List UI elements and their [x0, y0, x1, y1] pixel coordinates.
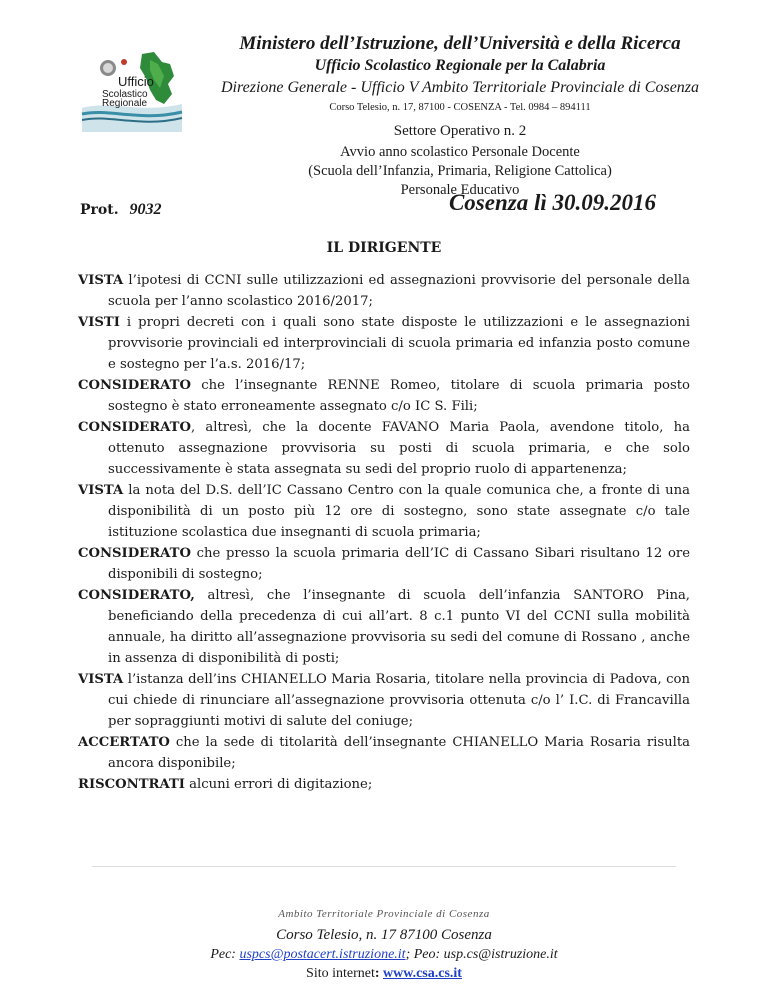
paragraph-keyword: RISCONTRATI [78, 777, 185, 792]
paragraph-text: che l’insegnante RENNE Romeo, titolare di scuola primaria posto sostegno è stato erroneamente assegnato c/o IC S. Fili; [108, 378, 690, 414]
header-subject-1: Avvio anno scolastico Personale Docente [340, 144, 580, 160]
paragraph [78, 543, 690, 585]
document-title: IL DIRIGENTE [326, 240, 442, 256]
paragraph-text: l’istanza dell’ins CHIANELLO Maria Rosaria, titolare nella provincia di Padova, con cui chiede di rinunciare all’assegnazione provvisoria ottenuta c/o l’ I.C. di Francavilla per sopraggiunti motivi di salute del coniuge; [108, 672, 690, 729]
paragraph-keyword: CONSIDERATO, [78, 588, 195, 603]
footer-site-label: Sito internet [306, 966, 375, 981]
footer-website [0, 966, 768, 982]
header-direction: Direzione Generale - Ufficio V Ambito Territoriale Provinciale di Cosenza [220, 79, 700, 96]
logo-text-ufficio: Ufficio [118, 74, 154, 89]
paragraph [78, 375, 690, 417]
paragraph-text: altresì, che l’insegnante di scuola dell’infanzia SANTORO Pina, beneficiando della precedenza di cui all’art. 8 c.1 punto VI del CCNI sulla mobilità annuale, ha diritto all’assegnazione provvisoria su sedi del comune di Rossano , anche in assenza di disponibilità di posti; [108, 588, 690, 666]
paragraph [78, 585, 690, 669]
paragraph [78, 732, 690, 774]
paragraph-text: l’ipotesi di CCNI sulle utilizzazioni ed assegnazioni provvisorie del personale della scuola per l’anno scolastico 2016/2017; [108, 273, 690, 309]
footer-divider [92, 866, 676, 867]
paragraph-keyword: CONSIDERATO [78, 546, 191, 561]
header-address: Corso Telesio, n. 17, 87100 - COSENZA - Tel. 0984 – 894111 [329, 102, 591, 113]
footer-ambito: Ambito Territoriale Provinciale di Cosenza [278, 908, 490, 920]
footer-site-separator: : [374, 966, 384, 981]
header-ministry: Ministero dell’Istruzione, dell’Università e della Ricerca [239, 33, 681, 54]
paragraph [78, 774, 690, 795]
paragraph-text: che presso la scuola primaria dell’IC di Cassano Sibari risultano 12 ore disponibili di sostegno; [108, 546, 690, 582]
paragraph-keyword: VISTI [78, 315, 120, 330]
paragraph [78, 270, 690, 312]
logo-text-scolastico: Scolastico [102, 89, 148, 100]
paragraph-text: alcuni errori di digitazione; [184, 777, 373, 792]
document-date: Cosenza lì 30.09.2016 [448, 190, 656, 215]
paragraph-keyword: CONSIDERATO [78, 420, 191, 435]
paragraph-text: , altresì, che la docente FAVANO Maria Paola, avendone titolo, ha ottenuto assegnazione provvisoria su posti di scuola primaria, e che solo successivamente è stata assegnata su sedi del proprio ruolo di appartenenza; [108, 420, 690, 477]
paragraph-text: i propri decreti con i quali sono state disposte le utilizzazioni e le assegnazioni provvisorie provinciali ed interprovinciali di scuola primaria ed infanzia posto comune e sostegno per l’a.s. 2016/17; [108, 315, 690, 372]
footer-site-link[interactable]: www.csa.cs.it [383, 966, 462, 981]
header-sector: Settore Operativo n. 2 [393, 123, 527, 139]
paragraph [78, 417, 690, 480]
footer-pec-label: Pec: [210, 947, 240, 962]
paragraph-keyword: VISTA [78, 273, 124, 288]
header-subject-3: Personale Educativo [400, 182, 520, 198]
paragraph [78, 312, 690, 375]
paragraph-keyword: VISTA [78, 483, 124, 498]
ufficio-scolastico-regionale-logo [80, 50, 184, 132]
footer-pec-email-link[interactable]: uspcs@postacert.istruzione.it [239, 947, 406, 962]
protocol [80, 201, 161, 219]
header-subject-2: (Scuola dell’Infanzia, Primaria, Religione Cattolica) [308, 163, 612, 179]
protocol-number: 9032 [129, 201, 162, 218]
paragraph-text: la nota del D.S. dell’IC Cassano Centro con la quale comunica che, a fronte di una disponibilità di un posto più 12 ore di sostegno, sono state assegnate c/o tale istituzione scolastica due insegnanti di scuola primaria; [108, 483, 690, 540]
paragraph [78, 480, 690, 543]
paragraph-keyword: CONSIDERATO [78, 378, 191, 393]
paragraph [78, 669, 690, 732]
header-office: Ufficio Scolastico Regionale per la Calabria [314, 57, 606, 74]
protocol-label: Prot. [80, 202, 119, 218]
footer-contacts [0, 947, 768, 963]
paragraph-keyword: ACCERTATO [78, 735, 170, 750]
paragraph-keyword: VISTA [78, 672, 124, 687]
footer-peo-label: ; Peo: usp.cs@istruzione.it [405, 947, 558, 962]
logo-text-regionale: Regionale [102, 98, 148, 109]
document-body [78, 270, 690, 795]
footer-address: Corso Telesio, n. 17 87100 Cosenza [276, 927, 492, 943]
paragraph-text: che la sede di titolarità dell’insegnante CHIANELLO Maria Rosaria risulta ancora disponibile; [108, 735, 690, 771]
